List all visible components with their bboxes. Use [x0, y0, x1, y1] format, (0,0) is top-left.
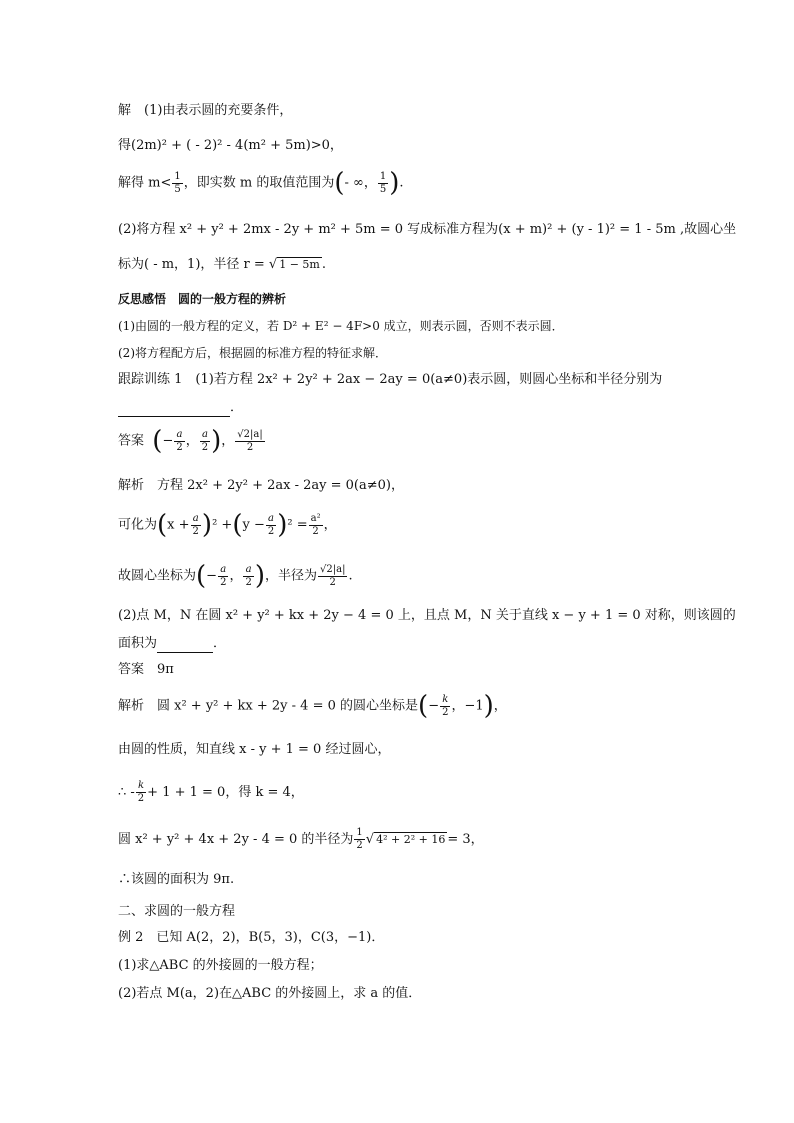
solution-line-5: 标为( - m，1)，半径 r = √ 1 − 5m . — [118, 257, 326, 272]
practice-question-2b: 面积为 ． — [118, 636, 227, 651]
analysis-1: 解析 方程 2x² + 2y² + 2ax - 2ay = 0(a≠0)， — [118, 478, 404, 493]
denominator: 5 — [379, 183, 387, 195]
answer-label: 答案 — [118, 433, 145, 449]
solution-line-3: 解得 m< $\frac{1}{5}$ ，即实数 m 的取值范围为(- ∞， $\frac{1}{5}$ ). — [118, 168, 404, 198]
practice-question-2: (2)点 M，N 在圆 x² + y² + kx + 2y − 4 = 0 上，且点 M，N 关于直线 x − y + 1 = 0 对称，则该圆的 — [118, 608, 736, 623]
text: 标为( - m，1)，半径 r = — [118, 257, 265, 272]
text: - ∞， — [344, 175, 377, 191]
text: ，即实数 m 的取值范围为 — [183, 175, 335, 191]
radius-line: 圆 x² + y² + 4x + 2y - 4 = 0 的半径为 $\frac{1}{2}$ √ 4² + 2² + 16 = 3， — [118, 827, 484, 851]
solution-line-1: 解 (1)由表示圆的充要条件， — [118, 103, 293, 118]
center-radius-line: 故圆心坐标为(− $\frac{a}{2}$ ， $\frac{a}{2}$ )，半径为 $\frac{√2|a|}{2}$ . — [118, 561, 353, 591]
practice-question-1: 跟踪训练 1 (1)若方程 2x² + 2y² + 2ax − 2ay = 0(a≠0)表示圆，则圆心坐标和半径分别为 — [118, 372, 663, 387]
fraction — [172, 171, 182, 196]
text: 解得 m< — [118, 175, 172, 191]
area-line: ∴该圆的面积为 9π. — [118, 872, 235, 887]
numerator: 1 — [379, 170, 387, 182]
solution-line-4: (2)将方程 x² + y² + 2mx - 2y + m² + 5m = 0 写成标准方程为(x + m)² + (y - 1)² = 1 - 5m ,故圆心坐 — [118, 222, 737, 237]
reflection-1: (1)由圆的一般方程的定义，若 D² + E² − 4F>0 成立，则表示圆，否则不表示圆． — [118, 319, 564, 333]
therefore-line: ∴ - $\frac{k}{2}$ + 1 + 1 = 0，得 k = 4， — [118, 780, 304, 804]
property-line: 由圆的性质，知直线 x - y + 1 = 0 经过圆心， — [118, 742, 391, 757]
sqrt-content: 1 − 5m — [279, 258, 320, 271]
numerator: 1 — [174, 170, 181, 182]
example-2: 例 2 已知 A(2，2)，B(5，3)，C(3，−1)． — [118, 930, 385, 945]
example-2-part-1: (1)求△ABC 的外接圆的一般方程； — [118, 958, 323, 973]
reflection-title: 反思感悟 圆的一般方程的辨析 — [118, 292, 287, 306]
text: ． — [230, 400, 244, 415]
analysis-2: 解析 圆 x² + y² + kx + 2y - 4 = 0 的圆心坐标是(− $\frac{k}{2}$ ，−1)， — [118, 691, 507, 721]
solution-line-2: 得(2m)² + ( - 2)² - 4(m² + 5m)>0， — [118, 138, 343, 153]
answer-2: 答案 9π — [118, 662, 174, 677]
section-title: 二、求圆的一般方程 — [118, 904, 236, 919]
answer-1: 答案 (− $\frac{a}{2}$ ， $\frac{a}{2}$ )， $\frac{√2|a|}{2}$ — [118, 426, 263, 456]
example-2-part-2: (2)若点 M(a，2)在△ABC 的外接圆上，求 a 的值． — [118, 986, 422, 1001]
denominator: 5 — [174, 183, 181, 195]
reflection-2: (2)将方程配方后，根据圆的标准方程的特征求解． — [118, 346, 387, 360]
transform-line: 可化为(x + $\frac{a}{2}$ )² +(y − $\frac{a}{2}$ )² = $\frac{\text{a²}}{2}$ ， — [118, 510, 337, 540]
fraction — [378, 171, 388, 196]
answer-blank-line — [118, 400, 243, 417]
